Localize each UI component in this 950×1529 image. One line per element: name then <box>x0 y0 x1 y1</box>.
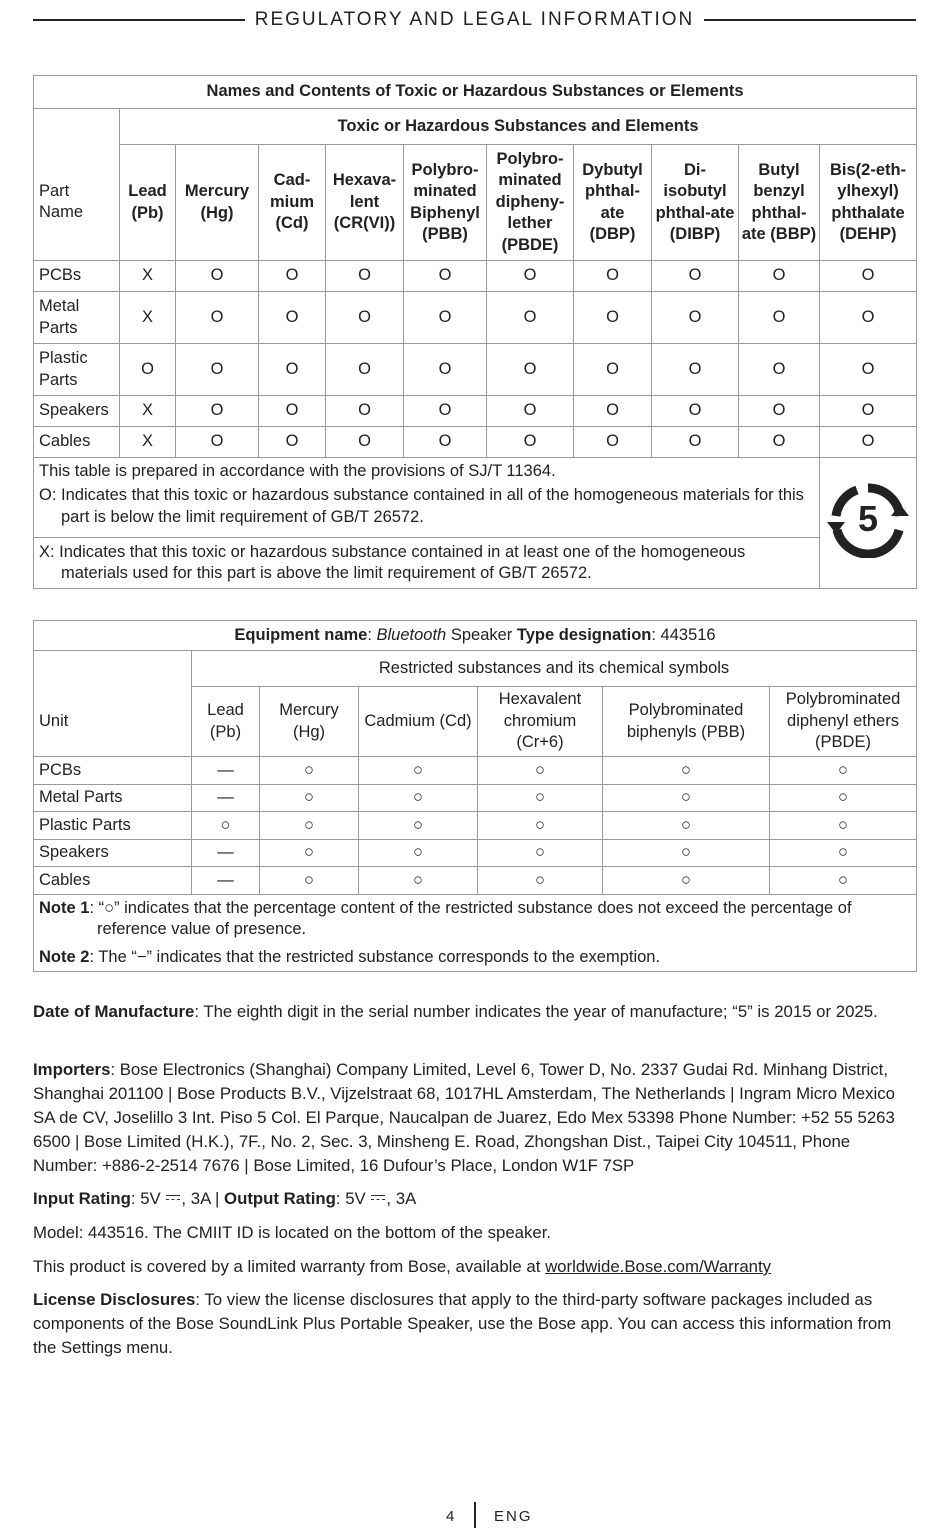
dc-symbol-icon <box>165 1193 181 1203</box>
table1-cell: X <box>120 396 176 427</box>
table1-col-header: Polybro-minated Biphenyl (PBB) <box>404 145 487 261</box>
table1-cell: X <box>120 292 176 344</box>
table2-title: Equipment name: Bluetooth Speaker Type designation: 443516 <box>34 621 917 651</box>
license-text: : To view the license disclosures that apply to the third-party software packages included as components of the Bose SoundLink Plus Portable Speaker, use the Bose app. You can access this information from the Settings menu. <box>33 1290 892 1357</box>
table2-corner <box>34 651 192 687</box>
table1-cell: O <box>176 427 259 458</box>
table1-cell: O <box>574 396 652 427</box>
table2-col-header: Cadmium (Cd) <box>359 687 478 757</box>
table1-cell: O <box>176 344 259 396</box>
table1-col-header: Bis(2-eth-ylhexyl) phthalate (DEHP) <box>820 145 917 261</box>
type-value: 443516 <box>660 625 716 644</box>
page-footer <box>0 1500 950 1529</box>
table2-col-header: Lead (Pb) <box>192 687 260 757</box>
table1-cell: O <box>652 427 739 458</box>
table1-subheader: Toxic or Hazardous Substances and Elements <box>120 109 917 145</box>
input-rating-label: Input Rating <box>33 1189 131 1208</box>
page-header <box>33 6 916 34</box>
warranty-info <box>33 1255 916 1279</box>
table2-unit-cell: PCBs <box>34 757 192 785</box>
table1-cell: O <box>652 396 739 427</box>
table1-cell: O <box>487 261 574 292</box>
table1-col-header: Mercury (Hg) <box>176 145 259 261</box>
table1-cell: O <box>259 292 326 344</box>
table1-cell: O <box>574 261 652 292</box>
type-label: Type designation <box>516 625 652 644</box>
table2-cell: ○ <box>603 867 770 895</box>
table2-cell: — <box>192 757 260 785</box>
table1-cell: O <box>326 261 404 292</box>
model-info: Model: 443516. The CMIIT ID is located on the bottom of the speaker. <box>33 1223 552 1242</box>
table1-part-name-header: Part Name <box>34 145 120 261</box>
dc-symbol-icon <box>370 1193 386 1203</box>
table-row <box>34 292 917 344</box>
table1-cell: O <box>176 396 259 427</box>
table1-cell: O <box>739 344 820 396</box>
note1-label: Note 1 <box>39 899 90 917</box>
note-1 <box>39 898 911 941</box>
table2-col-header: Polybrominated biphenyls (PBB) <box>603 687 770 757</box>
output-rating-value: : 5V <box>335 1189 366 1208</box>
input-rating-current: , 3A | <box>181 1189 220 1208</box>
table2-cell: ○ <box>603 757 770 785</box>
table2-col-header: Hexavalent chromium (Cr+6) <box>478 687 603 757</box>
table2-cell: ○ <box>603 812 770 840</box>
note-2 <box>39 947 911 968</box>
table2-unit-cell: Plastic Parts <box>34 812 192 840</box>
table1-title: Names and Contents of Toxic or Hazardous Substances or Elements <box>34 76 917 109</box>
table-row <box>34 867 917 895</box>
table2-unit-cell: Speakers <box>34 840 192 867</box>
table1-cell: O <box>259 261 326 292</box>
license-disclosures <box>33 1288 916 1360</box>
table1-cell: O <box>404 261 487 292</box>
table1-cell: O <box>487 292 574 344</box>
table1-cell: O <box>120 344 176 396</box>
table2-cell: ○ <box>359 867 478 895</box>
table1-cell: O <box>404 344 487 396</box>
table1-cell: O <box>176 292 259 344</box>
table2-cell: ○ <box>603 785 770 812</box>
table2-cell: ○ <box>770 785 917 812</box>
table2-cell: ○ <box>770 757 917 785</box>
input-rating-value: : 5V <box>130 1189 161 1208</box>
table1-col-header: Dybutyl phthal-ate (DBP) <box>574 145 652 261</box>
efup-cell <box>820 458 917 589</box>
table1-cell: O <box>574 344 652 396</box>
table1-cell: O <box>259 344 326 396</box>
table2-cell: ○ <box>770 867 917 895</box>
table2-notes <box>34 895 917 972</box>
note2-label: Note 2 <box>39 947 90 966</box>
table1-cell: O <box>820 344 917 396</box>
table1-notes-x <box>34 538 820 589</box>
note2-text: : The “−” indicates that the restricted substance corresponds to the exemption. <box>89 947 661 966</box>
table2-cell: ○ <box>478 812 603 840</box>
table1-col-header: Polybro-minated dipheny-lether (PBDE) <box>487 145 574 261</box>
table1-cell: O <box>326 292 404 344</box>
efup-5-icon <box>827 482 909 558</box>
table1-cell: O <box>487 344 574 396</box>
table1-part-cell: PCBs <box>34 261 120 292</box>
table1-cell: O <box>487 427 574 458</box>
table1-cell: O <box>176 261 259 292</box>
table-row <box>34 785 917 812</box>
table1-cell: O <box>326 396 404 427</box>
table2-cell: ○ <box>478 840 603 867</box>
importers-label: Importers <box>33 1060 111 1079</box>
table1-cell: O <box>259 427 326 458</box>
importers <box>33 1058 916 1178</box>
table2-cell: ○ <box>478 757 603 785</box>
table1-cell: O <box>820 292 917 344</box>
table-row <box>34 757 917 785</box>
date-text: : The eighth digit in the serial number indicates the year of manufacture; “5” is 2015 or 2025. <box>194 1002 878 1021</box>
importers-text: : Bose Electronics (Shanghai) Company Limited, Level 6, Tower D, No. 2337 Gudai Rd. Minhang District, Shanghai 201100 | Bose Products B.V., Vijzelstraat 68, 1017HL Amsterdam, The Netherlands | Ingram Micro Mexico SA de CV, Joselillo 3 Int. Piso 5 Col. El Parque, Naucalpan de Juarez, Edo Mex 53398 Phone Number: +52 55 5263 6500 | Bose Limited (H.K.), 7F., No. 2, Sec. 3, Minsheng E. Road, Zhongshan Dist., Taipei City 104511, Phone Number: +886-2-2514 7676 | Bose Limited, 16 Dufour’s Place, London W1F 7SP <box>33 1060 895 1175</box>
table1-cell: O <box>739 396 820 427</box>
date-label: Date of Manufacture <box>33 1002 195 1021</box>
table2-cell: ○ <box>359 840 478 867</box>
table1-corner <box>34 109 120 145</box>
hazardous-substances-table <box>33 75 917 589</box>
ratings <box>33 1187 916 1211</box>
table1-cell: O <box>487 396 574 427</box>
output-rating-current: , 3A <box>386 1189 417 1208</box>
warranty-text: This product is covered by a limited warranty from Bose, available at <box>33 1257 541 1276</box>
table1-cell: O <box>404 396 487 427</box>
table1-note-o: O: Indicates that this toxic or hazardous substance contained in all of the homogeneous materials for this part is below the limit requirement of GB/T 26572. <box>39 486 804 526</box>
page-number: 4 <box>446 1508 455 1525</box>
efup-number: 5 <box>858 497 879 539</box>
table1-col-header: Butyl benzyl phthal-ate (BBP) <box>739 145 820 261</box>
table1-cell: O <box>574 292 652 344</box>
table2-cell: ○ <box>478 867 603 895</box>
table1-cell: O <box>259 396 326 427</box>
table1-part-cell: Plastic Parts <box>34 344 120 396</box>
warranty-link[interactable]: worldwide.Bose.com/Warranty <box>545 1257 772 1276</box>
table1-cell: O <box>652 292 739 344</box>
table-row <box>34 344 917 396</box>
table1-cell: O <box>404 427 487 458</box>
output-rating-label: Output Rating <box>224 1189 336 1208</box>
restricted-substances-table <box>33 620 917 972</box>
table2-cell: ○ <box>260 785 359 812</box>
table1-cell: X <box>120 427 176 458</box>
table2-cell: ○ <box>359 812 478 840</box>
date-of-manufacture <box>33 1000 916 1024</box>
table1-part-cell: Speakers <box>34 396 120 427</box>
table1-cell: O <box>739 292 820 344</box>
table2-cell: ○ <box>770 840 917 867</box>
table-row <box>34 840 917 867</box>
table2-cell: ○ <box>260 812 359 840</box>
table1-notes-o <box>34 458 820 538</box>
language-code: ENG <box>494 1508 533 1525</box>
table1-cell: O <box>652 261 739 292</box>
table2-subheader: Restricted substances and its chemical symbols <box>192 651 917 687</box>
table1-col-header: Di-isobutyl phthal-ate (DIBP) <box>652 145 739 261</box>
equipment-value-italic: Bluetooth <box>376 625 447 644</box>
table1-cell: O <box>652 344 739 396</box>
table1-cell: X <box>120 261 176 292</box>
header-rule-left <box>33 19 245 21</box>
table1-cell: O <box>820 396 917 427</box>
equipment-label: Equipment name <box>234 625 368 644</box>
table2-unit-cell: Cables <box>34 867 192 895</box>
table2-cell: ○ <box>770 812 917 840</box>
table2-col-header: Mercury (Hg) <box>260 687 359 757</box>
table-row <box>34 261 917 292</box>
table1-cell: O <box>739 427 820 458</box>
table-row <box>34 812 917 840</box>
table1-cell: O <box>326 427 404 458</box>
table1-col-header: Lead (Pb) <box>120 145 176 261</box>
table-row <box>34 396 917 427</box>
table2-cell: ○ <box>359 757 478 785</box>
table2-cell: — <box>192 867 260 895</box>
note1-text: : “○” indicates that the percentage content of the restricted substance does not exceed the percentage of reference value of presence. <box>89 899 852 939</box>
table1-part-cell: Cables <box>34 427 120 458</box>
equipment-value: Speaker <box>450 625 513 644</box>
table1-cell: O <box>739 261 820 292</box>
table1-cell: O <box>820 261 917 292</box>
table1-note-prepared: This table is prepared in accordance with the provisions of SJ/T 11364. <box>39 462 556 480</box>
header-title: REGULATORY AND LEGAL INFORMATION <box>254 9 695 30</box>
table1-col-header: Hexava-lent (CR(VI)) <box>326 145 404 261</box>
table2-unit-header: Unit <box>34 687 192 757</box>
table2-cell: ○ <box>260 840 359 867</box>
table1-cell: O <box>820 427 917 458</box>
table2-cell: ○ <box>603 840 770 867</box>
table2-cell: ○ <box>359 785 478 812</box>
table1-cell: O <box>326 344 404 396</box>
table1-col-header: Cad-mium (Cd) <box>259 145 326 261</box>
table1-part-cell: Metal Parts <box>34 292 120 344</box>
table1-cell: O <box>404 292 487 344</box>
table2-cell: — <box>192 785 260 812</box>
table2-cell: ○ <box>192 812 260 840</box>
table2-unit-cell: Metal Parts <box>34 785 192 812</box>
header-rule-right <box>704 19 916 21</box>
table1-cell: O <box>574 427 652 458</box>
table2-col-header: Polybrominated diphenyl ethers (PBDE) <box>770 687 917 757</box>
license-label: License Disclosures <box>33 1290 196 1309</box>
table2-cell: ○ <box>478 785 603 812</box>
table1-note-x: X: Indicates that this toxic or hazardous substance contained in at least one of the homogeneous materials used for this part is above the limit requirement of GB/T 26572. <box>39 542 746 582</box>
table2-cell: ○ <box>260 867 359 895</box>
footer-divider <box>474 1502 476 1528</box>
table2-cell: — <box>192 840 260 867</box>
table2-cell: ○ <box>260 757 359 785</box>
table-row <box>34 427 917 458</box>
